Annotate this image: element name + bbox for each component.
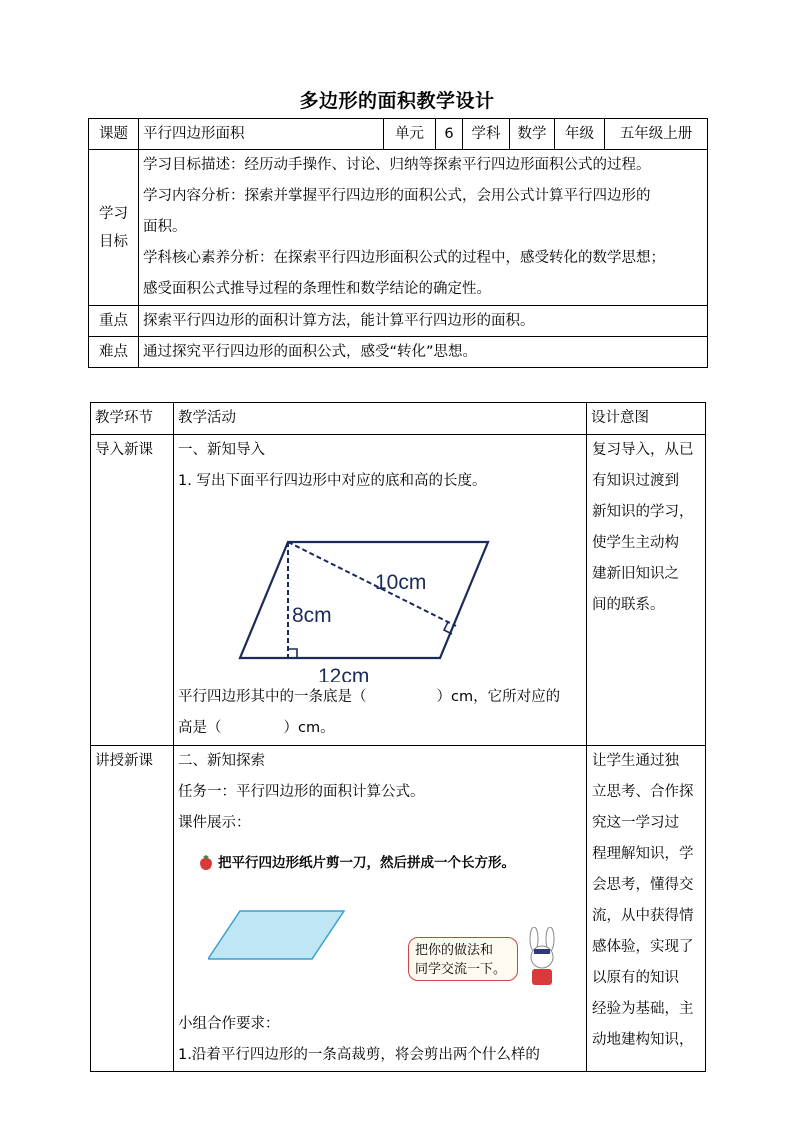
slide-instruction: 把平行四边形纸片剪一刀，然后拼成一个长方形。 [218,855,515,871]
grade-label: 年级 [555,119,605,150]
cut-parallelogram [208,909,348,963]
intent-intro: 复习导入，从已 有知识过渡到 新知识的学习， 使学生主动构 建新旧知识之 间的联系。 [587,435,706,746]
unit-value: 6 [436,119,463,150]
goal-line: 感受面积公式推导过程的条理性和数学结论的确定性。 [143,281,491,297]
subject-label: 学科 [463,119,510,150]
goals-label-line: 学习 [99,205,128,222]
key-label: 重点 [89,306,139,337]
courseware-label: 课件展示： [178,815,251,831]
parallelogram-figure [178,497,582,682]
parallelogram-diagram [178,497,583,682]
label-10cm: 10cm [375,571,427,594]
stage-intro: 导入新课 [91,435,174,746]
intro-question: 平行四边形其中的一条底是（ ）cm，它所对应的 [178,689,561,705]
intro-question-2: 高是（ ）cm。 [178,720,335,736]
topic-value: 平行四边形面积 [139,119,384,150]
activity-new [174,746,587,1072]
intro-task: 1. 写出下面平行四边形中对应的底和高的长度。 [178,473,487,489]
label-12cm: 12cm [318,665,370,682]
unit-label: 单元 [384,119,436,150]
grade-value: 五年级上册 [605,119,708,150]
goal-line: 学习目标描述：经历动手操作、讨论、归纳等探索平行四边形面积公式的过程。 [143,157,651,173]
intent-new: 让学生通过独 立思考、合作探 究这一学习过 程理解知识，学 会思考，懂得交 流，从中获得情 感体验，实现了 以原有的知识 经验为基础，主 动地建构知识， [587,746,706,1072]
header-intent: 设计意图 [587,403,706,435]
courseware-slide [178,839,582,1009]
label-8cm: 8cm [292,604,332,627]
new-heading: 二、新知探索 [178,753,265,769]
difficulty-label: 难点 [89,337,139,368]
speech-bubble: 把你的做法和 同学交流一下。 [408,937,518,981]
lesson-table [90,402,706,1072]
right-angle-mark [288,649,297,658]
intro-heading: 一、新知导入 [178,442,265,458]
topic-label: 课题 [89,119,139,150]
new-task: 任务一：平行四边形的面积计算公式。 [178,784,425,800]
goal-line: 面积。 [143,219,187,235]
header-activity: 教学活动 [174,403,587,435]
goals-cell [139,150,708,306]
strawberry-icon [198,854,214,872]
goals-label [89,150,139,306]
requirement-1: 1.沿着平行四边形的一条高裁剪，将会剪出两个什么样的 [178,1047,540,1063]
header-stage: 教学环节 [91,403,174,435]
goal-line: 学习内容分析：探索并掌握平行四边形的面积公式，会用公式计算平行四边形的 [143,188,651,204]
info-table [88,118,708,368]
group-requirement: 小组合作要求： [178,1016,280,1032]
stage-new: 讲授新课 [91,746,174,1072]
parallelogram-shape [240,542,488,658]
document-title: 多边形的面积教学设计 [299,90,495,112]
goal-line: 学科核心素养分析：在探索平行四边形面积公式的过程中，感受转化的数学思想； [143,250,665,266]
rabbit-icon [520,927,564,989]
activity-intro [174,435,587,746]
key-value: 探索平行四边形的面积计算方法，能计算平行四边形的面积。 [139,306,708,337]
goals-label-line: 目标 [99,233,128,250]
difficulty-value: 通过探究平行四边形的面积公式，感受“转化”思想。 [139,337,708,368]
subject-value: 数学 [510,119,555,150]
